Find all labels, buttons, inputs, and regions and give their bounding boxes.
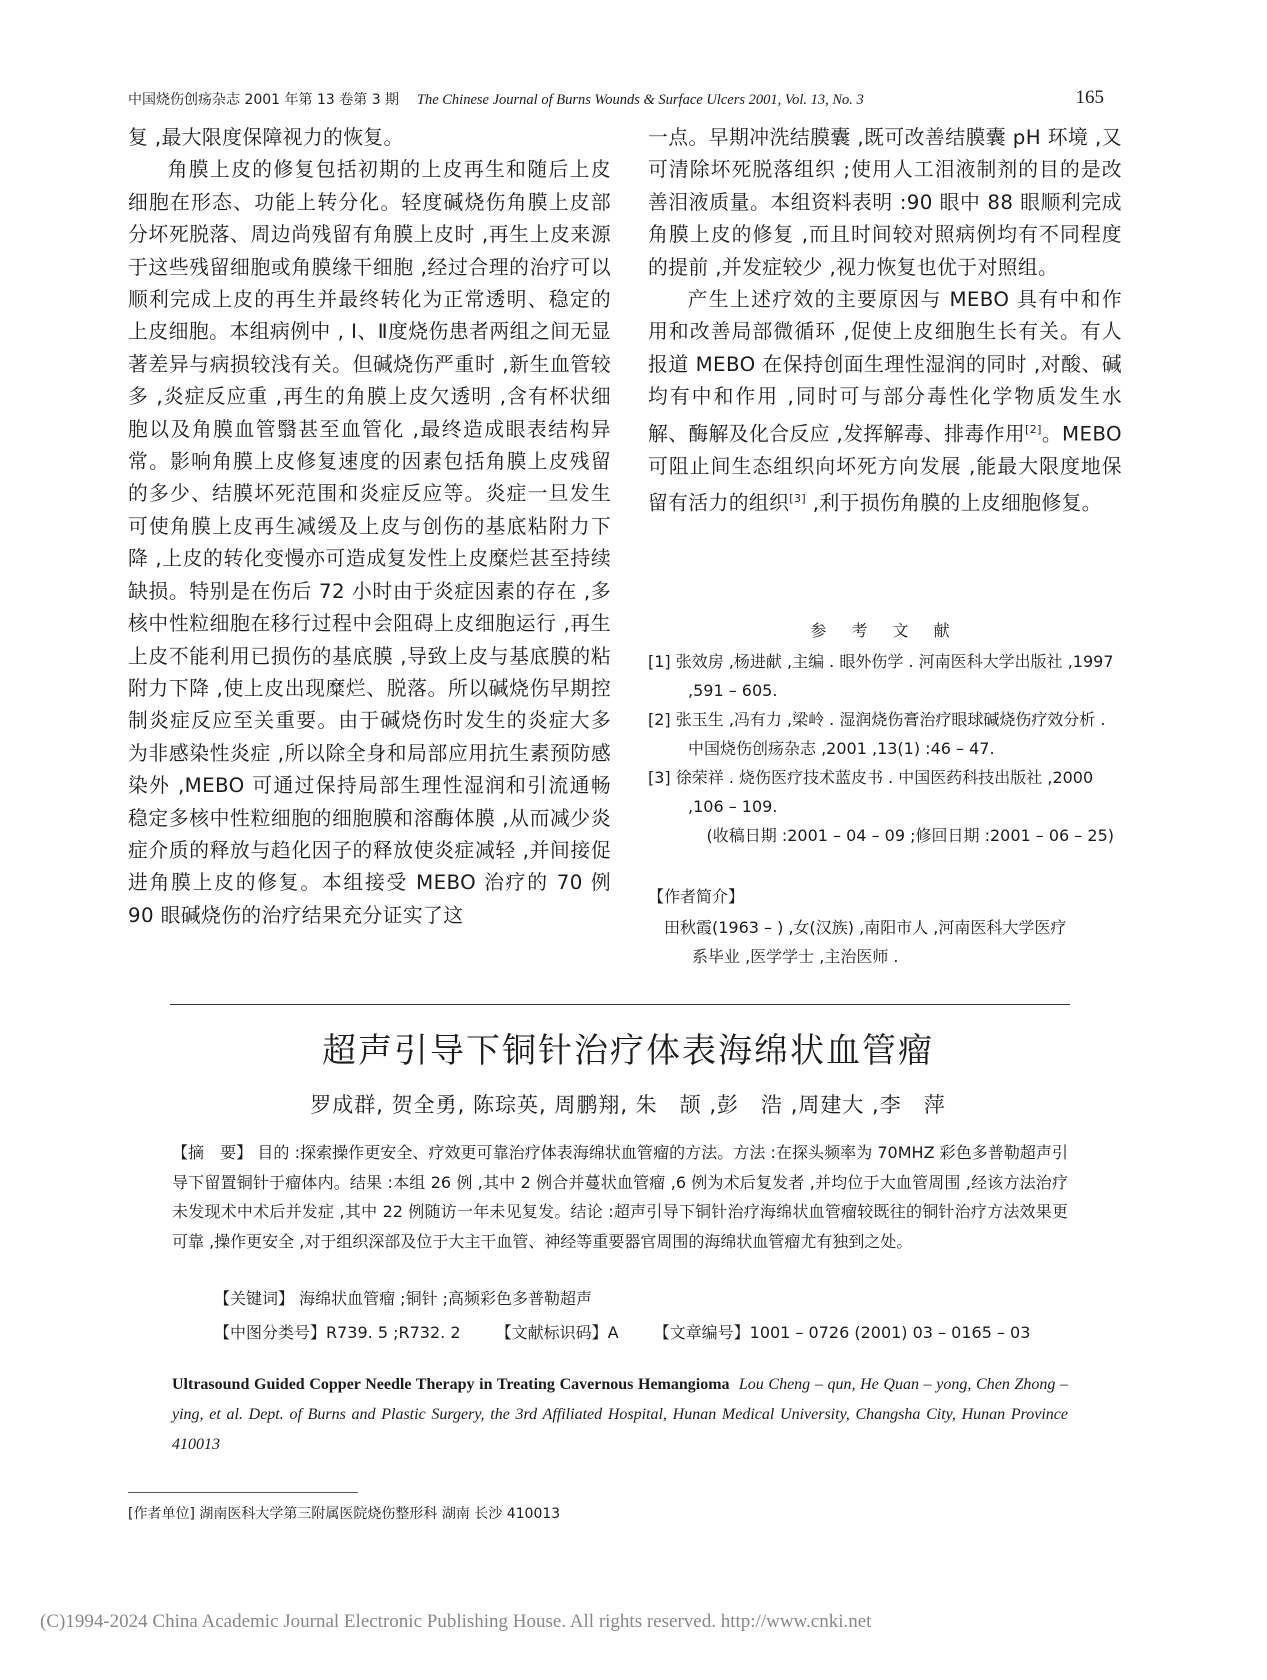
right-paragraph-2-part-c: ,利于损伤角膜的上皮细胞修复。	[806, 491, 1102, 515]
abstract	[172, 1138, 1068, 1256]
classification-line	[214, 1318, 1064, 1348]
footnote-rule	[128, 1492, 358, 1493]
reference-item: [1] 张效房 ,杨进献 ,主编 . 眼外伤学 . 河南医科大学出版社 ,1997 ,591 – 605.	[648, 652, 1114, 700]
reference-item: [2] 张玉生 ,冯有力 ,梁岭 . 湿润烧伤膏治疗眼球碱烧伤疗效分析 . 中国烧伤创疡杂志 ,2001 ,13(1) :46 – 47.	[648, 710, 1106, 758]
page-number: 165	[1075, 87, 1104, 108]
article-authors: 罗成群, 贺全勇, 陈琮英, 周鹏翔, 朱 颉 ,彭 浩 ,周建大 ,李 萍	[310, 1093, 946, 1117]
left-paragraph-1: 复 ,最大限度保障视力的恢复。	[128, 126, 404, 149]
author-affiliation-footnote: [作者单位] 湖南医科大学第三附属医院烧伤整形科 湖南 长沙 410013	[128, 1506, 561, 1522]
document-code: 【文献标识码】A	[495, 1323, 619, 1342]
citation-3: [3]	[789, 492, 807, 506]
references-heading: 参 考 文 献	[810, 621, 960, 640]
left-paragraph-2: 角膜上皮的修复包括初期的上皮再生和随后上皮细胞在形态、功能上转分化。轻度碱烧伤角膜上皮部分坏死脱落、周边尚残留有角膜上皮时 ,再生上皮来源于这些残留细胞或角膜缘干细胞 ,经过合理的治疗可以顺利完成上皮的再生并最终转化为正常透明、稳定的上皮细胞。本组病例中 , Ⅰ、Ⅱ度烧伤患者两组之间无显著差异与病损较浅有关。但碱烧伤严重时 ,新生血管较多 ,炎症反应重 ,再生的角膜上皮欠透明 ,含有杯状细胞以及角膜血管翳甚至血管化 ,最终造成眼表结构异常。影响角膜上皮修复速度的因素包括角膜上皮残留的多少、结膜坏死范围和炎症反应等。炎症一旦发生可使角膜上皮再生减缓及上皮与创伤的基底粘附力下降 ,上皮的转化变慢亦可造成复发性上皮糜烂甚至持续缺损。特别是在伤后 72 小时由于炎症因素的存在 ,多核中性粒细胞在移行过程中会阻碍上皮细胞运行 ,再生上皮不能利用已损伤的基底膜 ,导致上皮与基底膜的粘附力下降 ,使上皮出现糜烂、脱落。所以碱烧伤早期控制炎症反应至关重要。由于碱烧伤时发生的炎症大多为非感染性炎症 ,所以除全身和局部应用抗生素预防感染外 ,MEBO 可通过保持局部生理性湿润和引流通畅稳定多核中性粒细胞的细胞膜和溶酶体膜 ,从而减少炎症介质的释放与趋化因子的释放使炎症减轻 ,并间接促进角膜上皮的修复。本组接受 MEBO 治疗的 70 例 90 眼碱烧伤的治疗结果充分证实了这	[128, 158, 611, 927]
journal-name-cn: 中国烧伤创疡杂志 2001 年第 13 卷第 3 期	[128, 92, 400, 108]
right-column	[648, 122, 1122, 520]
article-number: 【文章编号】1001 – 0726 (2001) 03 – 0165 – 03	[653, 1323, 1031, 1342]
author-intro-line-2: 系毕业 ,医学学士 ,主治医师 .	[692, 947, 899, 966]
keywords: 【关键词】 海绵状血管瘤 ;铜针 ;高频彩色多普勒超声	[214, 1289, 593, 1308]
author-intro-line-1: 田秋霞(1963 – ) ,女(汉族) ,南阳市人 ,河南医科大学医疗	[664, 918, 1067, 937]
received-dates: (收稿日期 :2001 – 04 – 09 ;修回日期 :2001 – 06 – 25)	[706, 826, 1114, 845]
article-title: 超声引导下铜针治疗体表海绵状血管瘤	[322, 1031, 934, 1071]
section-divider	[170, 1004, 1070, 1005]
clc-number: 【中图分类号】R739. 5 ;R732. 2	[214, 1323, 461, 1342]
author-intro	[648, 882, 1122, 971]
journal-name-en: The Chinese Journal of Burns Wounds & Surface Ulcers 2001, Vol. 13, No. 3	[416, 92, 864, 108]
references-section	[648, 616, 1122, 850]
right-paragraph-2-part-a: 产生上述疗效的主要原因与 MEBO 具有中和作用和改善局部微循环 ,促使上皮细胞生长有关。有人报道 MEBO 在保持创面生理性湿润的同时 ,对酸、碱均有中和作用 ,同时可与部分毒性化学物质发生水解、酶解及化合反应 ,发挥解毒、排毒作用	[648, 288, 1122, 446]
citation-2: [2]	[1025, 422, 1042, 436]
abstract-text: 【摘 要】 目的 :探索操作更安全、疗效更可靠治疗体表海绵状血管瘤的方法。方法 :在探头频率为 70MHZ 彩色多普勒超声引导下留置铜针于瘤体内。结果 :本组 26 例 ,其中 2 例合并蔓状血管瘤 ,6 例为术后复发者 ,并均位于大血管周围 ,经该方法治疗未发现术中术后并发症 ,其中 22 例随访一年未见复发。结论 :超声引导下铜针治疗海绵状血管瘤较既往的铜针治疗方法效果更可靠 ,操作更安全 ,对于组织深部及位于大主干血管、神经等重要器官周围的海绵状血管瘤尤有独到之处。	[172, 1143, 1068, 1251]
author-intro-heading: 【作者简介】	[648, 887, 745, 906]
copyright-notice: (C)1994-2024 China Academic Journal Electronic Publishing House. All rights reserved. http://www.cnki.net	[40, 1611, 872, 1632]
left-column	[128, 122, 611, 932]
english-title: Ultrasound Guided Copper Needle Therapy in Treating Cavernous Hemangioma	[172, 1376, 730, 1393]
english-authors: Lou Cheng – qun, He Quan – yong, Chen Zhong – ying, et al. Dept. of Burns and Plastic Surgery, the 3rd Affiliated Hospital, Hunan Medical University, Changsha City, Hunan Province 410013	[172, 1376, 1069, 1453]
english-abstract-header	[172, 1370, 1068, 1460]
right-paragraph-1: 一点。早期冲洗结膜囊 ,既可改善结膜囊 pH 环境 ,又可清除坏死脱落组织 ;使用人工泪液制剂的目的是改善泪液质量。本组资料表明 :90 眼中 88 眼顺利完成角膜上皮的修复 ,而且时间较对照病例均有不同程度的提前 ,并发症较少 ,视力恢复也优于对照组。	[648, 126, 1122, 279]
running-header	[128, 86, 1128, 114]
reference-item: [3] 徐荣祥 . 烧伤医疗技术蓝皮书 . 中国医药科技出版社 ,2000 ,106 – 109.	[648, 768, 1094, 816]
right-paragraph-2	[648, 284, 1122, 520]
right-paragraph-2-part-b: 。MEBO 可阻止间生态组织向坏死方向发展 ,能最大限度地保留有活力的组织	[648, 422, 1123, 515]
